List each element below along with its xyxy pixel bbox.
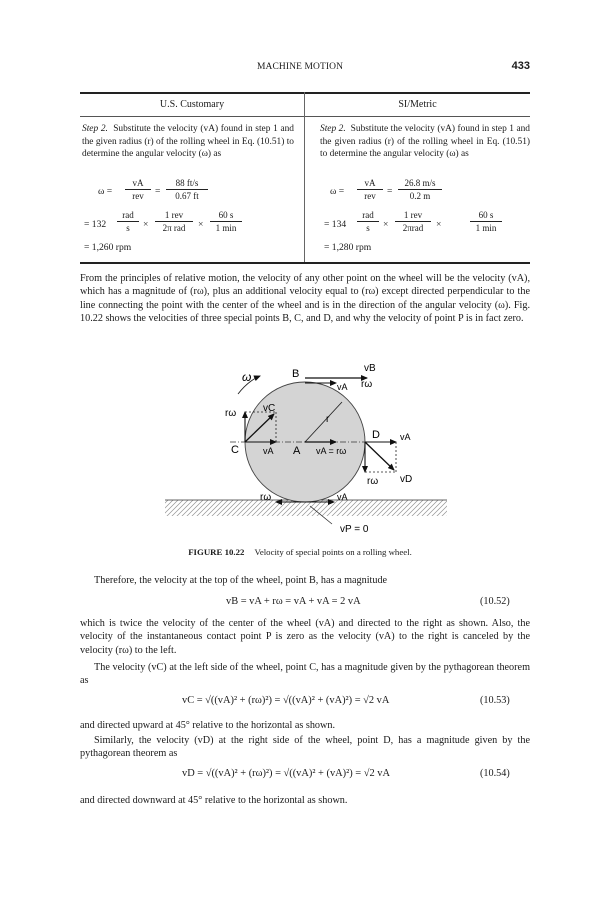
table-bottom-rule bbox=[80, 262, 530, 264]
label-vd: vD bbox=[400, 474, 413, 485]
equation-number-10-52: (10.52) bbox=[480, 596, 510, 607]
label-rw-left: rω bbox=[225, 408, 237, 419]
label-va-right: vA bbox=[400, 432, 411, 442]
page-number: 433 bbox=[511, 60, 530, 72]
si-radius: 0.2 m bbox=[409, 191, 431, 201]
us-rad: rad bbox=[117, 210, 139, 222]
us-frac-den: rev bbox=[132, 191, 144, 201]
paragraph-point-b: Therefore, the velocity at the top of the wheel, point B, has a magnitude bbox=[94, 575, 388, 586]
si-s: s bbox=[366, 223, 370, 233]
column-heading-si: SI/Metric bbox=[398, 99, 437, 110]
si-omega-lhs: ω = bbox=[330, 186, 345, 197]
label-point-c: C bbox=[231, 444, 239, 456]
equation-10-52: vB = vA + rω = vA + vA = 2 vA bbox=[226, 596, 361, 607]
label-rw-right: rω bbox=[367, 476, 379, 487]
si-step-body: Substitute the velocity (vA) found in step 1 and the given radius (r) of the rolling wheel in Eq. (10.51) to determine the angular velocity (ω) as bbox=[320, 124, 530, 160]
figure-rolling-wheel bbox=[160, 356, 450, 542]
si-rad: rad bbox=[357, 210, 379, 222]
si-line2-value: = 134 bbox=[324, 219, 347, 230]
si-times-1: × bbox=[383, 219, 389, 230]
label-vp: vP = 0 bbox=[340, 524, 369, 535]
table-header-rule bbox=[80, 116, 530, 117]
equation-10-54: vD = √((vA)² + (rω)²) = √((vA)² + (vA)²) = √2 vA bbox=[182, 768, 390, 779]
label-omega: ω bbox=[242, 370, 252, 384]
label-va-bottom: vA bbox=[337, 492, 348, 502]
us-1min: 1 min bbox=[215, 223, 237, 233]
label-va-top: vA bbox=[337, 382, 348, 392]
us-times-2: × bbox=[198, 219, 204, 230]
us-60s: 60 s bbox=[210, 210, 242, 222]
us-radius: 0.67 ft bbox=[175, 191, 199, 201]
si-frac-num: vA bbox=[357, 178, 383, 190]
label-rw-bottom: rω bbox=[260, 492, 272, 503]
us-times-1: × bbox=[143, 219, 149, 230]
us-line2-value: = 132 bbox=[84, 219, 107, 230]
us-step-label: Step 2. bbox=[82, 124, 108, 134]
us-eq-sign: = bbox=[155, 186, 161, 197]
label-point-d: D bbox=[372, 429, 380, 441]
paragraph-upward-45: and directed upward at 45° relative to the horizontal as shown. bbox=[80, 720, 336, 731]
si-eq-sign: = bbox=[387, 186, 393, 197]
equation-number-10-53: (10.53) bbox=[480, 695, 510, 706]
us-frac-num: vA bbox=[125, 178, 151, 190]
label-va-left: vA bbox=[263, 446, 274, 456]
table-column-divider bbox=[304, 92, 305, 262]
paragraph-downward-45: and directed downward at 45° relative to the horizontal as shown. bbox=[80, 795, 348, 806]
label-vb: vB bbox=[364, 363, 376, 374]
column-heading-us: U.S. Customary bbox=[159, 99, 225, 110]
paragraph-twice-velocity: which is twice the velocity of the center of the wheel (vA) and directed to the right as shown. Also, the velocity of the instantaneous contact point P is zero as the velocity (vA) to the right is canceled by the velocity (rω) to the left. bbox=[80, 618, 530, 656]
paragraph-relative-motion: From the principles of relative motion, the velocity of any other point on the wheel will be the velocity (vA), which has a magnitude of (rω), plus an additional velocity equal to (rω) except directed perpendicular to the line connecting the point with the center of the wheel and is in the direction of the angular velocity (ω). Fig. 10.22 shows the velocities of three special points B, C, and D, and why the velocity of point P is in fact zero. bbox=[80, 273, 530, 325]
si-frac-den: rev bbox=[364, 191, 376, 201]
us-frac-va-rev bbox=[125, 178, 151, 201]
si-2pi-rad: 2πrad bbox=[402, 223, 424, 233]
si-frac-60s-min bbox=[470, 210, 502, 233]
label-point-a: A bbox=[293, 445, 301, 457]
equation-10-53: vC = √((vA)² + (rω)²) = √((vA)² + (vA)²) = √2 vA bbox=[182, 695, 390, 706]
label-va-eq-rw: vA = rω bbox=[316, 446, 347, 456]
us-step-body: Substitute the velocity (vA) found in step 1 and the given radius (r) of the rolling wheel in Eq. (10.51) to determine the angular velocity (ω) as bbox=[82, 124, 294, 160]
si-times-2: × bbox=[436, 219, 442, 230]
us-result: = 1,260 rpm bbox=[84, 242, 132, 253]
us-frac-rad-s bbox=[117, 210, 139, 233]
figure-caption bbox=[0, 547, 600, 557]
si-step-label: Step 2. bbox=[320, 124, 346, 134]
us-step-2-text bbox=[82, 123, 294, 161]
si-frac-rad-s bbox=[357, 210, 379, 233]
label-point-b: B bbox=[292, 368, 300, 380]
running-header-title: MACHINE MOTION bbox=[256, 62, 344, 72]
si-1min: 1 min bbox=[475, 223, 497, 233]
si-60s: 60 s bbox=[470, 210, 502, 222]
table-top-rule bbox=[80, 92, 530, 94]
label-r: r bbox=[326, 414, 330, 425]
us-frac-velocity-radius bbox=[166, 178, 208, 201]
us-1rev: 1 rev bbox=[155, 210, 193, 222]
si-frac-velocity-radius bbox=[398, 178, 442, 201]
figure-caption-text: Velocity of special points on a rolling wheel. bbox=[254, 547, 412, 557]
paragraph-point-d: Similarly, the velocity (vD) at the right side of the wheel, point D, has a magnitude given by the pythagorean theorem as bbox=[80, 735, 530, 760]
us-frac-rev-2pi bbox=[155, 210, 193, 233]
si-velocity: 26.8 m/s bbox=[398, 178, 442, 190]
arrow-vd bbox=[365, 442, 394, 470]
figure-caption-label: FIGURE 10.22 bbox=[188, 547, 245, 557]
us-omega-lhs: ω = bbox=[98, 186, 113, 197]
us-frac-60s-min bbox=[210, 210, 242, 233]
label-vc: vC bbox=[263, 403, 276, 414]
si-1rev: 1 rev bbox=[395, 210, 431, 222]
paragraph-point-c: The velocity (vC) at the left side of the wheel, point C, has a magnitude given by the pythagorean theorem as bbox=[80, 662, 530, 687]
si-step-2-text bbox=[320, 123, 530, 161]
us-2pi-rad: 2π rad bbox=[162, 223, 186, 233]
si-result: = 1,280 rpm bbox=[324, 242, 372, 253]
us-velocity: 88 ft/s bbox=[166, 178, 208, 190]
label-rw-top: rω bbox=[361, 379, 373, 390]
si-frac-va-rev bbox=[357, 178, 383, 201]
us-s: s bbox=[126, 223, 130, 233]
equation-number-10-54: (10.54) bbox=[480, 768, 510, 779]
si-frac-rev-2pi bbox=[395, 210, 431, 233]
